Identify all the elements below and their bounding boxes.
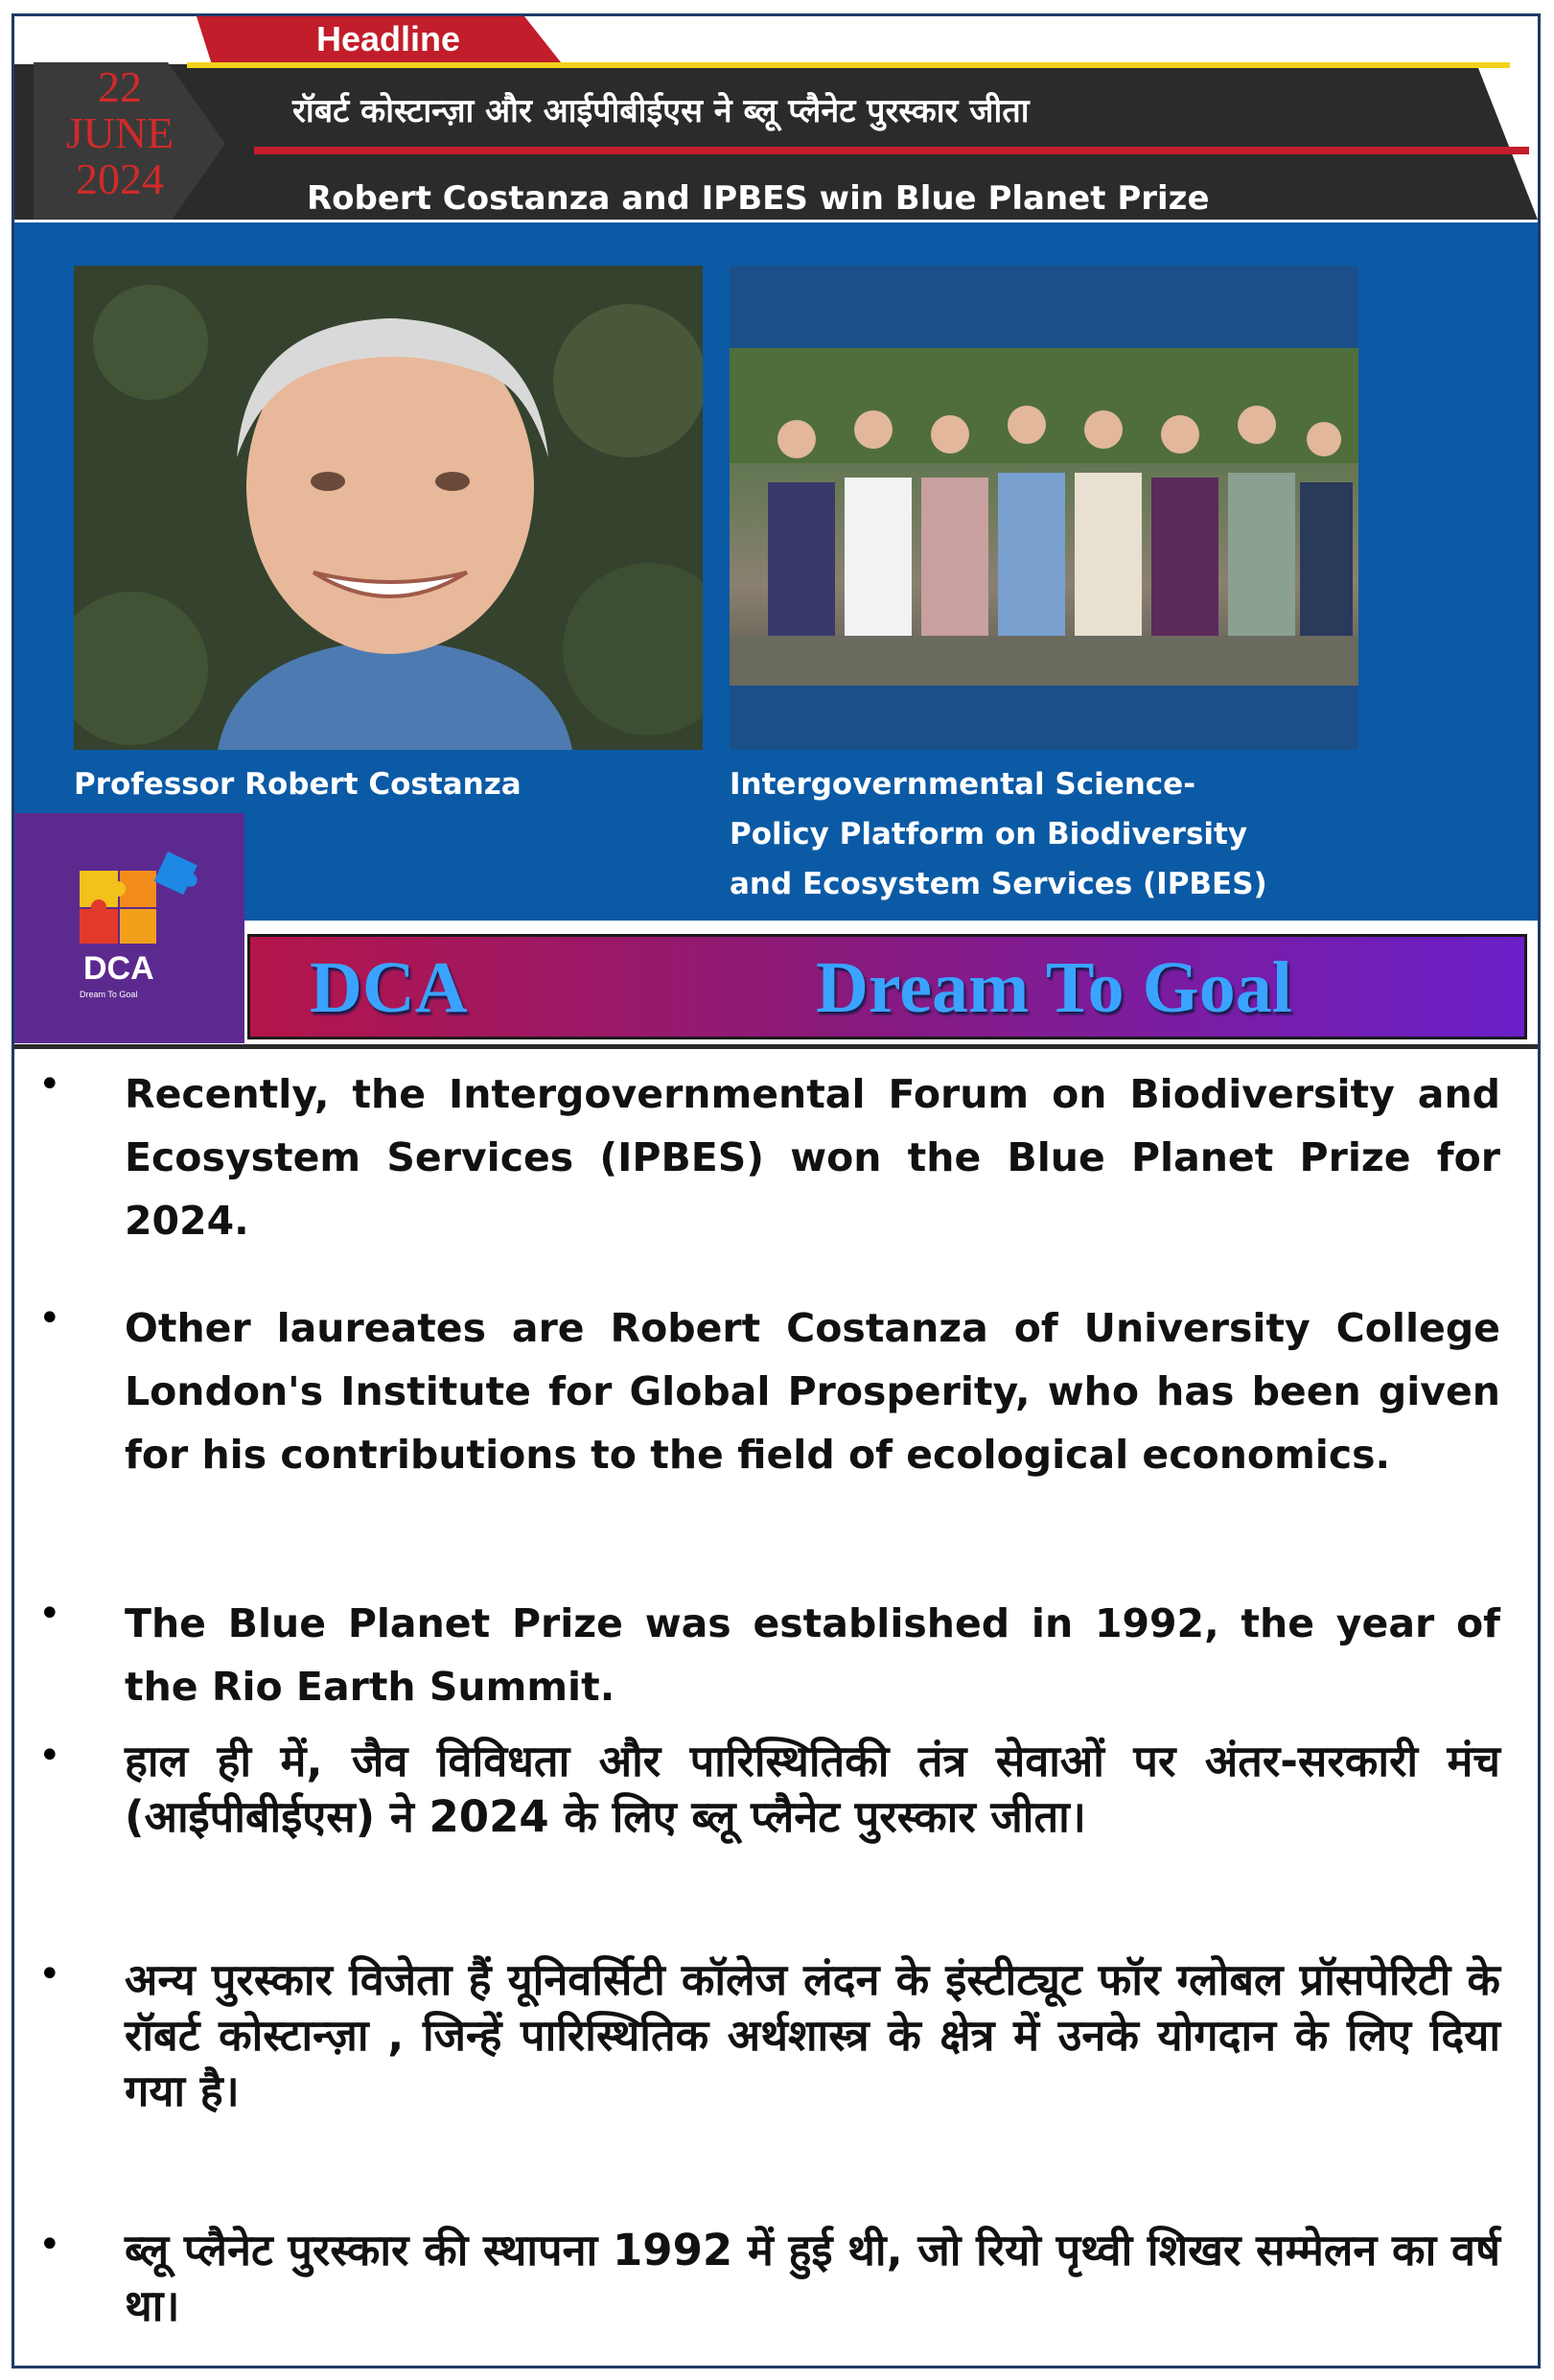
puzzle-icon <box>14 813 244 1043</box>
group-photo <box>730 348 1358 686</box>
header-red-divider <box>254 147 1529 154</box>
logo-subtitle: Dream To Goal <box>80 990 138 999</box>
bullet-marker: • <box>38 2223 61 2267</box>
bullet-marker: • <box>38 1062 61 1107</box>
portrait-illustration <box>74 266 703 750</box>
bullet-marker: • <box>38 1734 61 1778</box>
headline-english: Robert Costanza and IPBES win Blue Planet Prize <box>307 179 1210 218</box>
brand-dream-text: Dream To Goal <box>816 947 1292 1028</box>
headline-label: Headline <box>316 19 461 58</box>
header-yellow-stripe <box>187 62 1510 68</box>
bullet-text: ब्लू प्लैनेट पुरस्कार की स्थापना 1992 में हुई थी, जो रियो पृथ्वी शिखर सम्मेलन का वर्ष था। <box>125 2225 1500 2331</box>
section-divider <box>14 1044 1538 1049</box>
bullet-marker: • <box>38 1952 61 1996</box>
date-text <box>43 64 197 202</box>
bullet-marker: • <box>38 1296 61 1341</box>
date-year: 2024 <box>76 154 164 203</box>
right-caption-line-2: Policy Platform on Biodiversity <box>730 817 1248 852</box>
right-caption-line-1: Intergovernmental Science- <box>730 767 1196 802</box>
ipbes-group-image <box>730 266 1358 750</box>
bullet-text: हाल ही में, जैव विविधता और पारिस्थितिकी तंत्र सेवाओं पर अंतर-सरकारी मंच (आईपीबीईएस) ने 2024 के लिए ब्लू प्लैनेट पुरस्कार जीता। <box>125 1736 1500 1842</box>
logo-text: DCA <box>83 950 154 987</box>
date-month: JUNE <box>65 108 174 157</box>
right-caption-line-3: and Ecosystem Services (IPBES) <box>730 867 1267 901</box>
bullet-text: अन्य पुरस्कार विजेता हैं यूनिवर्सिटी कॉलेज लंदन के इंस्टीट्यूट फॉर ग्लोबल प्रॉसपेरिटी के रॉबर्ट कोस्टान्ज़ा , जिन्हें पारिस्थितिक अर्थशास्त्र के क्षेत्र में उनके योगदान के लिए दिया गया है। <box>125 1954 1500 2116</box>
brand-bar <box>247 934 1527 1039</box>
headline-header <box>14 16 1538 220</box>
date-day: 22 <box>98 62 142 111</box>
dca-logo <box>14 813 244 1043</box>
bullet-marker: • <box>38 1592 61 1636</box>
costanza-portrait-image <box>74 266 703 750</box>
bullet-text: Recently, the Intergovernmental Forum on Biodiversity and Ecosystem Services (IPBES) won the Blue Planet Prize for 2024. <box>125 1071 1500 1244</box>
left-caption: Professor Robert Costanza <box>74 767 522 802</box>
group-illustration <box>730 348 1358 686</box>
headline-hindi: रॉबर्ट कोस्टान्ज़ा और आईपीबीईएस ने ब्लू प्लैनेट पुरस्कार जीता <box>292 92 1030 130</box>
bullet-text: Other laureates are Robert Costanza of University College London's Institute for Global Prosperity, who has been given for his contributions to the field of ecological economics. <box>125 1305 1500 1478</box>
brand-dca-text: DCA <box>310 947 468 1028</box>
bullet-text: The Blue Planet Prize was established in 1992, the year of the Rio Earth Summit. <box>125 1600 1500 1710</box>
